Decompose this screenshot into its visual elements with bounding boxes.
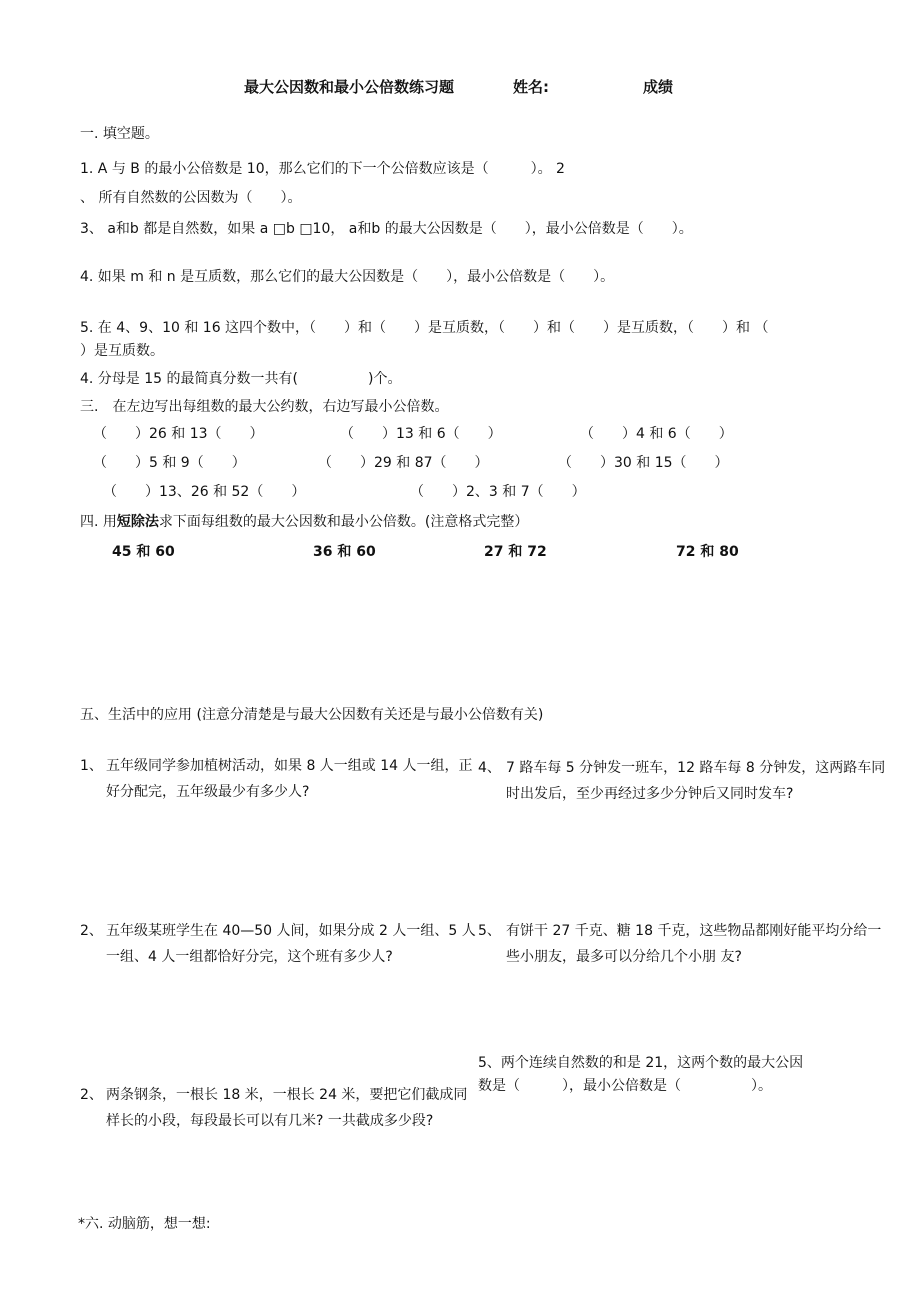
gcd-lcm-item: （ ）13、26 和 52（ ） xyxy=(103,484,306,500)
name-label: 姓名: xyxy=(513,78,549,96)
word-problem-2b: 2、 两条钢条，一根长 18 米，一根长 24 米，要把它们截成同样长的小段，每段最长可以有几米? 一共截成多少段? xyxy=(80,1087,468,1129)
gcd-lcm-item: （ ）30 和 15（ ） xyxy=(558,455,729,471)
score-label: 成绩 xyxy=(643,78,674,96)
question-1: 1. A 与 B 的最小公倍数是 10，那么它们的下一个公倍数应该是（ ）。 2 xyxy=(80,161,565,177)
section-3-heading: 三. 在左边写出每组数的最大公约数，右边写最小公倍数。 xyxy=(80,399,449,415)
section-5-heading: 五、生活中的应用 (注意分清楚是与最大公因数有关还是与最小公倍数有关) xyxy=(80,707,544,723)
gcd-lcm-item: （ ）26 和 13（ ） xyxy=(93,426,264,442)
gcd-lcm-item: （ ）29 和 87（ ） xyxy=(318,455,489,471)
question-5-line-2: ）是互质数。 xyxy=(80,343,164,359)
number-pair: 27 和 72 xyxy=(484,544,547,560)
gcd-lcm-item: （ ）5 和 9（ ） xyxy=(93,455,246,471)
word-problem-2: 2、 五年级某班学生在 40—50 人间，如果分成 2 人一组、5 人一组、4 人一组都恰好分完，这个班有多少人? xyxy=(80,923,476,965)
section-4-heading: 四. 用短除法求下面每组数的最大公因数和最小公倍数。(注意格式完整） xyxy=(80,514,529,530)
section-6-heading: *六. 动脑筋，想一想: xyxy=(78,1216,211,1232)
word-problem-1: 1、 五年级同学参加植树活动，如果 8 人一组或 14 人一组，正好分配完，五年级最少有多少人? xyxy=(80,758,473,800)
question-4: 4. 如果 m 和 n 是互质数，那么它们的最大公因数是（ ），最小公倍数是（ ）。 xyxy=(80,269,615,285)
question-2: 、 所有自然数的公因数为（ ）。 xyxy=(80,190,302,206)
short-division-keyword: 短除法 xyxy=(116,514,159,530)
section-1-heading: 一. 填空题。 xyxy=(80,126,159,142)
question-3: 3、 a和b 都是自然数，如果 a □b □10， a和b 的最大公因数是（ ），最小公倍数是（ ）。 xyxy=(80,221,693,237)
question-6: 4. 分母是 15 的最简真分数一共有( )个。 xyxy=(80,371,402,387)
word-problem-5b-line-1: 5、两个连续自然数的和是 21，这两个数的最大公因 xyxy=(478,1055,804,1071)
number-pair: 72 和 80 xyxy=(676,544,739,560)
word-problem-5: 5、 有饼干 27 千克、糖 18 千克，这些物品都刚好能平均分给一些小朋友，最多可以分给几个小朋 友? xyxy=(478,923,882,965)
gcd-lcm-item: （ ）4 和 6（ ） xyxy=(580,426,733,442)
word-problem-4: 4、 7 路车每 5 分钟发一班车，12 路车每 8 分钟发，这两路车同时出发后，至少再经过多少分钟后又同时发车? xyxy=(478,760,886,802)
number-pair: 36 和 60 xyxy=(313,544,376,560)
question-5-line-1: 5. 在 4、9、10 和 16 这四个数中，（ ）和（ ）是互质数，（ ）和（ ）是互质数，（ ）和 （ xyxy=(80,320,769,336)
gcd-lcm-item: （ ）2、3 和 7（ ） xyxy=(410,484,586,500)
word-problem-5b-line-2: 数是（ ），最小公倍数是（ ）。 xyxy=(478,1078,772,1094)
page-title: 最大公因数和最小公倍数练习题 xyxy=(244,78,455,96)
gcd-lcm-item: （ ）13 和 6（ ） xyxy=(340,426,502,442)
number-pair: 45 和 60 xyxy=(112,544,175,560)
